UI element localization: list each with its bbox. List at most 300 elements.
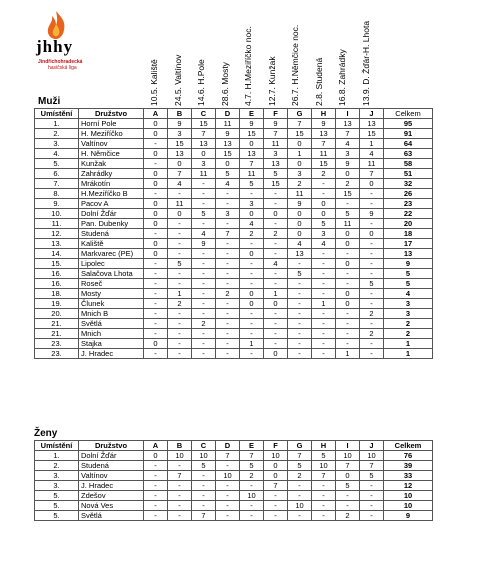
rank-cell: 10. <box>35 209 79 219</box>
score-cell: 2 <box>240 229 264 239</box>
score-cell: 0 <box>240 249 264 259</box>
rank-cell: 6. <box>35 169 79 179</box>
total-cell: 9 <box>384 511 433 521</box>
score-cell: - <box>144 189 168 199</box>
score-cell: - <box>168 349 192 359</box>
score-cell: - <box>192 249 216 259</box>
score-cell: 5 <box>360 471 384 481</box>
score-cell: 0 <box>144 149 168 159</box>
score-cell: - <box>336 269 360 279</box>
round-label: 12.7. Kunžak <box>266 56 277 106</box>
score-cell: - <box>192 309 216 319</box>
score-cell: - <box>144 349 168 359</box>
total-cell: 18 <box>384 229 433 239</box>
score-cell: 3 <box>312 229 336 239</box>
score-cell: 9 <box>216 129 240 139</box>
score-cell: - <box>360 319 384 329</box>
rank-cell: 23. <box>35 349 79 359</box>
table-row <box>35 269 433 279</box>
score-cell: - <box>144 501 168 511</box>
score-cell: 0 <box>360 229 384 239</box>
score-cell: 0 <box>144 239 168 249</box>
score-cell: 2 <box>216 289 240 299</box>
team-cell: Studená <box>79 461 144 471</box>
score-cell: - <box>240 329 264 339</box>
rank-cell: 12. <box>35 229 79 239</box>
score-cell: 7 <box>288 451 312 461</box>
score-cell: 5 <box>336 481 360 491</box>
total-cell: 5 <box>384 269 433 279</box>
score-cell: 0 <box>144 209 168 219</box>
score-cell: 2 <box>288 179 312 189</box>
score-cell: 2 <box>264 229 288 239</box>
score-cell: 7 <box>264 481 288 491</box>
score-cell: - <box>216 339 240 349</box>
score-cell: 7 <box>312 471 336 481</box>
score-cell: - <box>264 329 288 339</box>
team-cell: Pacov A <box>79 199 144 209</box>
score-cell: 4 <box>240 219 264 229</box>
score-cell: 5 <box>168 259 192 269</box>
score-cell: 15 <box>336 189 360 199</box>
team-cell: Mosty <box>79 289 144 299</box>
score-cell: - <box>240 481 264 491</box>
score-cell: - <box>312 249 336 259</box>
score-cell: 7 <box>240 159 264 169</box>
score-cell: 0 <box>240 139 264 149</box>
team-cell: Světlá <box>79 319 144 329</box>
total-cell: 10 <box>384 501 433 511</box>
logo-subtitle-1: Jindřichohradecká <box>38 59 83 65</box>
score-cell: - <box>168 279 192 289</box>
score-cell: - <box>312 339 336 349</box>
score-cell: - <box>216 279 240 289</box>
score-cell: - <box>312 259 336 269</box>
score-cell: 7 <box>168 471 192 481</box>
score-cell: - <box>264 339 288 349</box>
score-cell: 0 <box>336 239 360 249</box>
round-label: 14.6. H.Pole <box>196 59 206 106</box>
total-cell: 32 <box>384 179 433 189</box>
table-row <box>35 229 433 239</box>
score-cell: - <box>312 481 336 491</box>
score-cell: 5 <box>240 179 264 189</box>
score-cell: 9 <box>264 119 288 129</box>
score-cell: 10 <box>240 491 264 501</box>
total-cell: 26 <box>384 189 433 199</box>
score-cell: 11 <box>192 169 216 179</box>
score-cell: 0 <box>288 229 312 239</box>
score-cell: 0 <box>240 209 264 219</box>
total-cell: 3 <box>384 309 433 319</box>
rank-cell: 11. <box>35 219 79 229</box>
score-cell: - <box>216 501 240 511</box>
score-cell: - <box>288 491 312 501</box>
flame-icon <box>44 10 68 40</box>
table-row <box>35 329 433 339</box>
score-cell: - <box>144 471 168 481</box>
jhhl-logo <box>34 10 114 72</box>
column-header: J <box>360 441 384 451</box>
table-row <box>35 461 433 471</box>
score-cell: 4 <box>312 239 336 249</box>
table-row <box>35 259 433 269</box>
score-cell: - <box>360 339 384 349</box>
score-cell: - <box>360 249 384 259</box>
score-cell: 13 <box>336 119 360 129</box>
score-cell: 0 <box>264 349 288 359</box>
score-cell: - <box>288 289 312 299</box>
score-cell: - <box>216 299 240 309</box>
score-cell: 0 <box>264 209 288 219</box>
team-cell: Světlá <box>79 511 144 521</box>
column-header: Celkem <box>384 109 433 119</box>
score-cell: - <box>312 501 336 511</box>
score-cell: 0 <box>144 219 168 229</box>
score-cell: 2 <box>168 299 192 309</box>
score-cell: 5 <box>360 279 384 289</box>
table-row <box>35 119 433 129</box>
total-cell: 39 <box>384 461 433 471</box>
score-cell: - <box>216 269 240 279</box>
score-cell: - <box>216 329 240 339</box>
score-cell: 4 <box>264 259 288 269</box>
table-row <box>35 491 433 501</box>
score-cell: 11 <box>240 169 264 179</box>
score-cell: 2 <box>360 309 384 319</box>
score-cell: - <box>216 259 240 269</box>
score-cell: 0 <box>240 289 264 299</box>
score-cell: 0 <box>288 209 312 219</box>
score-cell: 15 <box>264 179 288 189</box>
team-cell: J. Hradec <box>79 481 144 491</box>
total-cell: 63 <box>384 149 433 159</box>
score-cell: - <box>240 319 264 329</box>
table-row <box>35 199 433 209</box>
score-cell: - <box>336 279 360 289</box>
score-cell: 13 <box>288 249 312 259</box>
score-cell: 3 <box>192 159 216 169</box>
score-cell: 0 <box>144 339 168 349</box>
score-cell: 0 <box>144 179 168 189</box>
score-cell: 0 <box>144 129 168 139</box>
score-cell: - <box>192 339 216 349</box>
rank-cell: 15. <box>35 259 79 269</box>
score-cell: 5 <box>312 451 336 461</box>
rank-cell: 5. <box>35 159 79 169</box>
score-cell: - <box>144 491 168 501</box>
score-cell: 10 <box>168 451 192 461</box>
score-cell: - <box>288 309 312 319</box>
score-cell: - <box>168 189 192 199</box>
score-cell: 0 <box>336 471 360 481</box>
column-header: E <box>240 109 264 119</box>
score-cell: 5 <box>240 461 264 471</box>
score-cell: 5 <box>264 169 288 179</box>
score-cell: - <box>360 481 384 491</box>
score-cell: - <box>360 219 384 229</box>
score-cell: - <box>144 229 168 239</box>
score-cell: - <box>240 279 264 289</box>
score-cell: - <box>288 481 312 491</box>
score-cell: 0 <box>360 179 384 189</box>
team-cell: Zahrádky <box>79 169 144 179</box>
score-cell: - <box>168 249 192 259</box>
score-cell: 0 <box>312 209 336 219</box>
table-row <box>35 179 433 189</box>
team-cell: Mnich B <box>79 309 144 319</box>
total-cell: 51 <box>384 169 433 179</box>
score-cell: 9 <box>336 159 360 169</box>
score-cell: 0 <box>288 159 312 169</box>
table-row <box>35 501 433 511</box>
table-row <box>35 481 433 491</box>
score-cell: 7 <box>264 129 288 139</box>
team-cell: J. Hradec <box>79 349 144 359</box>
score-cell: - <box>192 501 216 511</box>
score-cell: - <box>264 501 288 511</box>
rank-cell: 5. <box>35 491 79 501</box>
table-row <box>35 309 433 319</box>
score-cell: - <box>360 289 384 299</box>
score-cell: - <box>336 309 360 319</box>
score-cell: - <box>216 349 240 359</box>
total-cell: 91 <box>384 129 433 139</box>
score-cell: - <box>264 249 288 259</box>
table-row <box>35 349 433 359</box>
table-row <box>35 471 433 481</box>
score-cell: - <box>264 491 288 501</box>
men-results-table <box>34 108 433 359</box>
team-cell: Stajka <box>79 339 144 349</box>
score-cell: - <box>288 319 312 329</box>
total-cell: 58 <box>384 159 433 169</box>
score-cell: 11 <box>336 219 360 229</box>
score-cell: - <box>312 189 336 199</box>
score-cell: - <box>288 511 312 521</box>
rank-cell: 5. <box>35 511 79 521</box>
team-cell: Lipolec <box>79 259 144 269</box>
table-row <box>35 209 433 219</box>
column-header: J <box>360 109 384 119</box>
women-section-title: Ženy <box>34 428 58 439</box>
score-cell: - <box>216 481 240 491</box>
team-cell: Dolní Žďár <box>79 451 144 461</box>
table-row <box>35 239 433 249</box>
score-cell: 9 <box>240 119 264 129</box>
score-cell: - <box>312 491 336 501</box>
score-cell: - <box>168 269 192 279</box>
score-cell: 7 <box>312 139 336 149</box>
score-cell: 1 <box>360 139 384 149</box>
score-cell: 2 <box>288 471 312 481</box>
table-row <box>35 451 433 461</box>
score-cell: 4 <box>216 179 240 189</box>
score-cell: 9 <box>168 119 192 129</box>
team-cell: Valtínov <box>79 471 144 481</box>
column-header: B <box>168 441 192 451</box>
table-row <box>35 159 433 169</box>
score-cell: 9 <box>192 239 216 249</box>
score-cell: 10 <box>288 501 312 511</box>
total-cell: 1 <box>384 339 433 349</box>
column-header: A <box>144 441 168 451</box>
score-cell: 3 <box>216 209 240 219</box>
column-header: G <box>288 441 312 451</box>
score-cell: - <box>240 259 264 269</box>
score-cell: - <box>192 289 216 299</box>
column-header: B <box>168 109 192 119</box>
score-cell: - <box>240 269 264 279</box>
rank-cell: 19. <box>35 299 79 309</box>
score-cell: - <box>264 239 288 249</box>
team-cell: Valtínov <box>79 139 144 149</box>
rank-cell: 14. <box>35 249 79 259</box>
rank-cell: 3. <box>35 139 79 149</box>
rank-cell: 9. <box>35 199 79 209</box>
total-cell: 33 <box>384 471 433 481</box>
score-cell: 0 <box>192 149 216 159</box>
score-cell: - <box>168 309 192 319</box>
score-cell: 7 <box>216 229 240 239</box>
team-cell: Horní Pole <box>79 119 144 129</box>
score-cell: 13 <box>192 139 216 149</box>
score-cell: 5 <box>192 461 216 471</box>
score-cell: - <box>192 219 216 229</box>
score-cell: - <box>312 309 336 319</box>
rank-cell: 1. <box>35 451 79 461</box>
score-cell: - <box>192 481 216 491</box>
score-cell: 13 <box>168 149 192 159</box>
score-cell: 0 <box>312 199 336 209</box>
column-header: A <box>144 109 168 119</box>
score-cell: - <box>168 339 192 349</box>
score-cell: - <box>264 269 288 279</box>
score-cell: 0 <box>168 209 192 219</box>
rank-cell: 5. <box>35 501 79 511</box>
score-cell: 2 <box>312 169 336 179</box>
score-cell: 0 <box>264 461 288 471</box>
score-cell: - <box>360 189 384 199</box>
score-cell: - <box>192 189 216 199</box>
score-cell: - <box>168 501 192 511</box>
column-header: D <box>216 109 240 119</box>
score-cell: 7 <box>360 461 384 471</box>
score-cell: 0 <box>144 249 168 259</box>
score-cell: - <box>216 189 240 199</box>
table-row <box>35 139 433 149</box>
score-cell: - <box>360 491 384 501</box>
score-cell: 15 <box>216 149 240 159</box>
score-cell: - <box>288 349 312 359</box>
score-cell: - <box>288 339 312 349</box>
score-cell: 7 <box>168 169 192 179</box>
score-cell: - <box>192 179 216 189</box>
score-cell: 7 <box>336 461 360 471</box>
score-cell: 13 <box>312 129 336 139</box>
column-header: E <box>240 441 264 451</box>
score-cell: - <box>144 299 168 309</box>
score-cell: - <box>336 501 360 511</box>
score-cell: - <box>216 511 240 521</box>
column-header: C <box>192 441 216 451</box>
team-cell: Zdešov <box>79 491 144 501</box>
table-row <box>35 169 433 179</box>
score-cell: - <box>192 269 216 279</box>
total-cell: 10 <box>384 491 433 501</box>
score-cell: 0 <box>144 169 168 179</box>
column-header: D <box>216 441 240 451</box>
score-cell: - <box>216 309 240 319</box>
score-cell: 5 <box>312 219 336 229</box>
score-cell: 5 <box>192 209 216 219</box>
score-cell: 7 <box>240 451 264 461</box>
score-cell: 9 <box>360 209 384 219</box>
score-cell: - <box>336 329 360 339</box>
score-cell: - <box>216 461 240 471</box>
table-row <box>35 219 433 229</box>
table-row <box>35 279 433 289</box>
score-cell: 11 <box>312 149 336 159</box>
score-cell: 15 <box>288 129 312 139</box>
score-cell: - <box>216 219 240 229</box>
score-cell: - <box>144 309 168 319</box>
table-row <box>35 339 433 349</box>
column-header: H <box>312 441 336 451</box>
team-cell: Dolní Žďár <box>79 209 144 219</box>
score-cell: - <box>360 199 384 209</box>
score-cell: - <box>312 349 336 359</box>
score-cell: 2 <box>360 329 384 339</box>
score-cell: - <box>360 269 384 279</box>
score-cell: - <box>168 319 192 329</box>
score-cell: 13 <box>216 139 240 149</box>
score-cell: 4 <box>192 229 216 239</box>
score-cell: 0 <box>144 199 168 209</box>
logo-text: jhhy <box>36 37 74 56</box>
score-cell: - <box>168 481 192 491</box>
score-cell: - <box>144 259 168 269</box>
team-cell: Studená <box>79 229 144 239</box>
team-cell: Kaliště <box>79 239 144 249</box>
score-cell: 5 <box>216 169 240 179</box>
score-cell: 0 <box>144 451 168 461</box>
score-cell: - <box>168 511 192 521</box>
round-label: 4.7. H.Meziříčko noc. <box>243 26 253 106</box>
score-cell: - <box>312 319 336 329</box>
total-cell: 13 <box>384 249 433 259</box>
score-cell: 3 <box>240 199 264 209</box>
score-cell: 11 <box>168 199 192 209</box>
team-cell: Kunžak <box>79 159 144 169</box>
score-cell: 2 <box>336 179 360 189</box>
score-cell: - <box>168 329 192 339</box>
total-cell: 12 <box>384 481 433 491</box>
score-cell: 4 <box>336 139 360 149</box>
score-cell: - <box>312 511 336 521</box>
score-cell: - <box>192 199 216 209</box>
score-cell: - <box>192 259 216 269</box>
score-cell: 4 <box>360 149 384 159</box>
score-cell: 1 <box>240 339 264 349</box>
table-row <box>35 149 433 159</box>
rank-cell: 2. <box>35 129 79 139</box>
total-cell: 1 <box>384 349 433 359</box>
score-cell: 0 <box>336 169 360 179</box>
table-row <box>35 189 433 199</box>
score-cell: - <box>144 511 168 521</box>
score-cell: 0 <box>336 229 360 239</box>
